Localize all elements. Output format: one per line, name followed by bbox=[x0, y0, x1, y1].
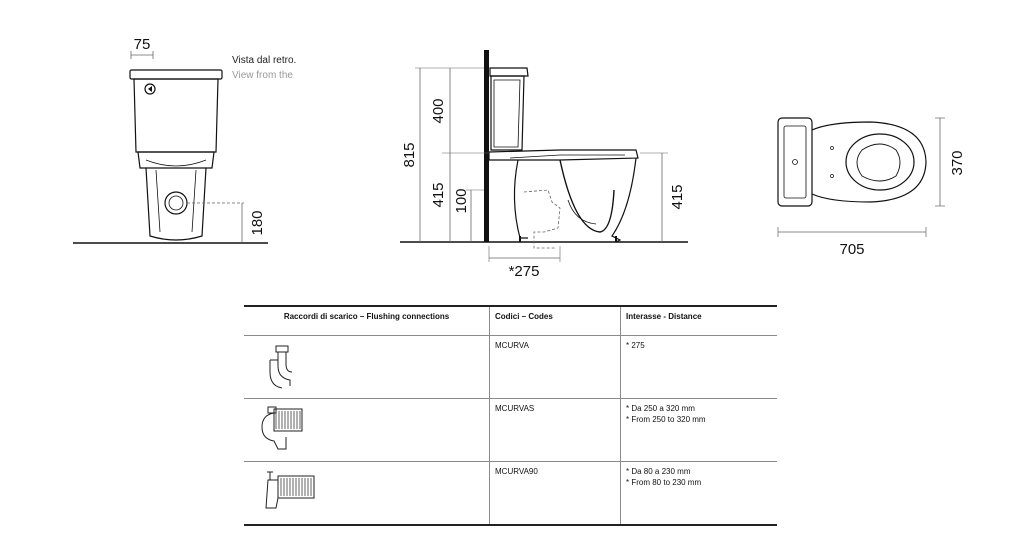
code-cell: MCURVA90 bbox=[490, 462, 621, 524]
header-codes: Codici – Codes bbox=[490, 307, 621, 335]
back-view-label-en: View from the bbox=[232, 70, 293, 81]
code-cell: MCURVA bbox=[490, 336, 621, 398]
dim-side-seat: 415 bbox=[430, 182, 447, 208]
dim-side-right: 415 bbox=[669, 184, 686, 210]
dim-side-total: 815 bbox=[401, 142, 418, 168]
dim-side-low: 100 bbox=[453, 188, 470, 214]
back-view-label-it: Vista dal retro. bbox=[232, 55, 297, 66]
flush-arrow-icon bbox=[148, 86, 152, 92]
header-distance: Interasse - Distance bbox=[626, 312, 702, 321]
table-row bbox=[244, 462, 777, 524]
side-view-drawing bbox=[400, 50, 688, 262]
dim-back-top: 75 bbox=[133, 36, 151, 53]
dim-top-width: 370 bbox=[949, 150, 966, 176]
flexible-pipe-icon bbox=[256, 405, 306, 455]
table-row bbox=[244, 336, 777, 399]
table-header-row bbox=[244, 307, 777, 336]
distance-cell: * 275 bbox=[626, 341, 645, 350]
dim-back-drain: 180 bbox=[249, 210, 266, 236]
flushing-connections-table bbox=[244, 305, 777, 526]
table-row bbox=[244, 399, 777, 462]
header-connections: Raccordi di scarico – Flushing connections bbox=[244, 307, 490, 335]
dim-side-bottom: *275 bbox=[508, 263, 540, 280]
dim-side-tank: 400 bbox=[430, 98, 447, 124]
distance-cell: * Da 80 a 230 mm * From 80 to 230 mm bbox=[626, 467, 702, 487]
top-view-drawing bbox=[778, 118, 945, 237]
code-cell: MCURVAS bbox=[490, 399, 621, 461]
flexible-elbow-90-icon bbox=[256, 468, 316, 518]
distance-cell: * Da 250 a 320 mm * From 250 to 320 mm bbox=[626, 404, 706, 424]
curved-pipe-icon bbox=[256, 342, 296, 392]
dim-top-length: 705 bbox=[839, 241, 865, 258]
